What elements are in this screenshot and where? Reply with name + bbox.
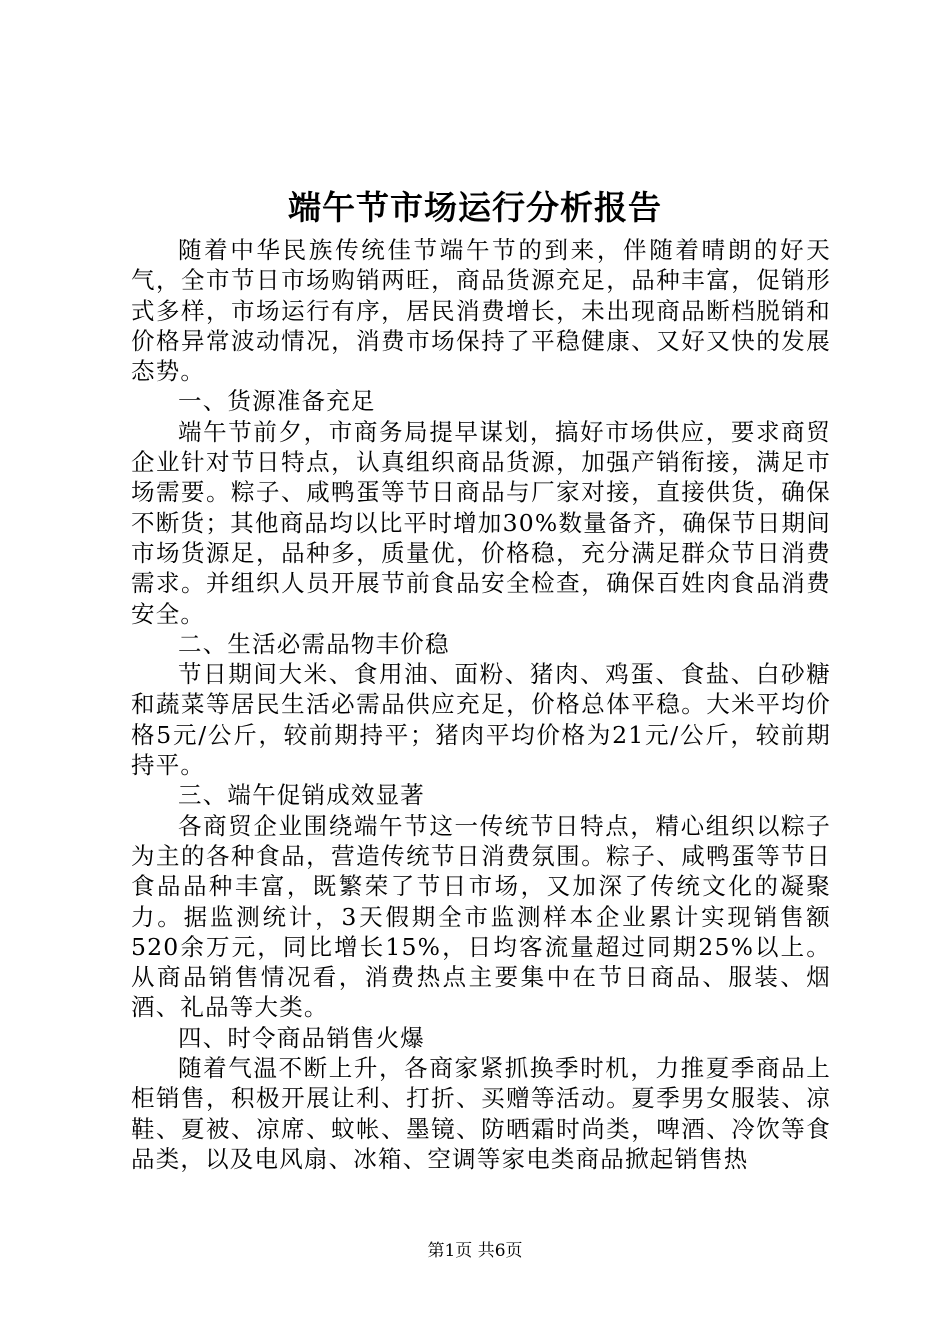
section-heading-4: 四、时令商品销售火爆 (178, 1023, 425, 1052)
document-body (131, 235, 831, 1174)
paragraph-section-3: 各商贸企业围绕端午节这一传统节日特点，精心组织以粽子为主的各种食品，营造传统节日消费氛围。粽子、咸鸭蛋等节日食品品种丰富，既繁荣了节日市场，又加深了传统文化的凝聚力。据监测统计，3天假期全市监测样本企业累计实现销售额520余万元，同比增长15%，日均客流量超过同期25%以上。从商品销售情况看，消费热点主要集中在节日商品、服装、烟酒、礼品等大类。 (131, 811, 831, 1022)
section-heading-2: 二、生活必需品物丰价稳 (178, 629, 450, 658)
paragraph-section-1: 端午节前夕，市商务局提早谋划，搞好市场供应，要求商贸企业针对节日特点，认真组织商品货源，加强产销衔接，满足市场需要。粽子、咸鸭蛋等节日商品与厂家对接，直接供货，确保不断货；其他商品均以比平时增加30%数量备齐，确保节日期间市场货源足，品种多，质量优，价格稳，充分满足群众节日消费需求。并组织人员开展节前食品安全检查，确保百姓肉食品消费安全。 (131, 417, 831, 628)
section-heading-3: 三、端午促销成效显著 (178, 781, 425, 810)
section-heading-1: 一、货源准备充足 (178, 387, 376, 416)
document-title: 端午节市场运行分析报告 (288, 188, 662, 227)
paragraph-section-2: 节日期间大米、食用油、面粉、猪肉、鸡蛋、食盐、白砂糖和蔬菜等居民生活必需品供应充足，价格总体平稳。大米平均价格5元/公斤，较前期持平；猪肉平均价格为21元/公斤，较前期持平。 (131, 660, 831, 780)
page-number-footer: 第1页 共6页 (427, 1241, 523, 1261)
paragraph-section-4: 随着气温不断上升，各商家紧抓换季时机，力推夏季商品上柜销售，积极开展让利、打折、买赠等活动。夏季男女服装、凉鞋、夏被、凉席、蚊帐、墨镜、防晒霜时尚类，啤酒、冷饮等食品类，以及电风扇、冰箱、空调等家电类商品掀起销售热 (131, 1054, 831, 1173)
paragraph-intro: 随着中华民族传统佳节端午节的到来，伴随着晴朗的好天气，全市节日市场购销两旺，商品货源充足，品种丰富，促销形式多样，市场运行有序，居民消费增长，未出现商品断档脱销和价格异常波动情况，消费市场保持了平稳健康、又好又快的发展态势。 (131, 236, 831, 386)
